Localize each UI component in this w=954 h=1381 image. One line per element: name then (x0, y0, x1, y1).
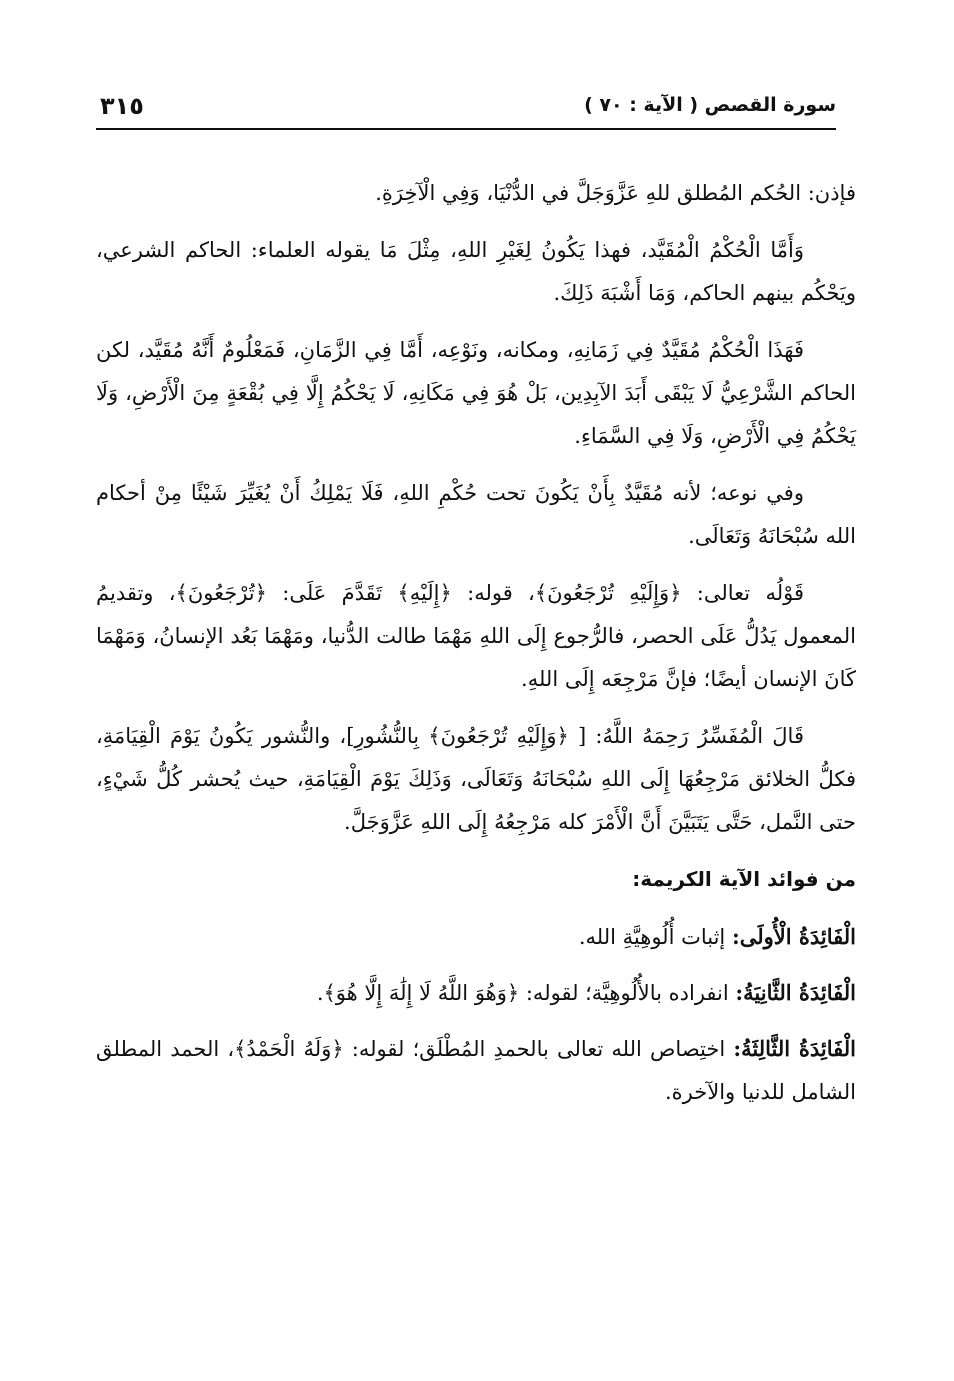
page-number: ٣١٥ (100, 92, 144, 120)
paragraph: فَهَذَا الْحُكْمُ مُقَيَّدٌ فِي زَمَانِهِ، ومكانه، ونَوْعِه، أَمَّا فِي الزَّمَانِ، فَمَعْلُومٌ أَنَّهُ مُقَيَّد، لكن الحاكم الشَّرْعِيُّ لَا يَبْقَى أَبَدَ الآبِدِين، بَلْ هُوَ فِي مَكَانِهِ، لَا يَحْكُمُ إِلَّا فِي بُقْعَةٍ مِنَ الْأَرْضِ، وَلَا يَحْكُمُ فِي الْأَرْضِ، وَلَا فِي السَّمَاءِ. (96, 338, 856, 448)
benefit-item (96, 915, 856, 959)
benefit-text: اختِصاص الله تعالى بالحمدِ المُطْلَق؛ لقوله: ﴿وَلَهُ الْحَمْدُ﴾، الحمد المطلق الشامل للدنيا والآخرة. (96, 1037, 856, 1104)
benefit-label: الْفَائِدَةُ الثَّالِثَةُ: (733, 1036, 856, 1061)
section-heading: من فوائد الآية الكريمة: (632, 867, 856, 891)
running-title: سورة القصص ( الآية : ٧٠ ) (584, 94, 836, 116)
paragraph: وفي نوعه؛ لأنه مُقَيَّدٌ بِأَنْ يَكُونَ تحت حُكْمِ اللهِ، فَلَا يَمْلِكُ أَنْ يُغَيِّرَ شَيْئًا مِنْ أحكام الله سُبْحَانَهُ وَتَعَالَى. (96, 481, 856, 548)
page-header (96, 88, 836, 130)
paragraph: فإذن: الحُكم المُطلق للهِ عَزَّوَجَلَّ في الدُّنْيَا، وَفِي الْآخِرَةِ. (375, 181, 856, 205)
benefit-text: إثبات أُلُوهِيَّةِ الله. (578, 925, 726, 949)
benefit-item (96, 1027, 856, 1114)
paragraph: قَالَ الْمُفَسِّرُ رَحِمَهُ اللَّهُ: [ ﴿وَإِلَيْهِ تُرْجَعُونَ﴾ بِالنُّشُورِ]، والنُّشور يَكُونُ يَوْمَ الْقِيَامَةِ، فكلُّ الخلائق مَرْجِعُهَا إِلَى اللهِ سُبْحَانَهُ وَتَعَالَى، وَذَلِكَ يَوْمَ الْقِيَامَةِ، حيث يُحشر كُلُّ شَيْءٍ، حتى النَّمل، حَتَّى يَتَبَيَّنَ أَنَّ الْأَمْرَ كله مَرْجِعُهُ إِلَى اللهِ عَزَّوَجَلَّ. (96, 724, 856, 834)
benefit-item (96, 971, 856, 1015)
benefit-label: الْفَائِدَةُ الْأُولَى: (731, 924, 856, 949)
benefit-text: انفراده بالأُلُوهِيَّة؛ لقوله: ﴿وَهُوَ اللَّهُ لَا إِلَٰهَ إِلَّا هُوَ﴾. (316, 981, 729, 1005)
benefit-label: الْفَائِدَةُ الثَّانِيَةُ: (735, 980, 856, 1005)
paragraph: وَأَمَّا الْحُكْمُ الْمُقَيَّد، فهذا يَكُونُ لِغَيْرِ اللهِ، مِثْلَ مَا يقوله العلماء: الحاكم الشرعي، ويَحْكُم بينهم الحاكم، وَمَا أَشْبَهَ ذَلِكَ. (96, 238, 856, 305)
page-body (96, 172, 856, 1126)
paragraph: قَوْلُه تعالى: ﴿وَإِلَيْهِ تُرْجَعُونَ﴾، قوله: ﴿إِلَيْهِ﴾ تَقَدَّمَ عَلَى: ﴿تُرْجَعُونَ﴾، وتقديمُ المعمول يَدُلُّ عَلَى الحصر، فالرُّجوع إِلَى اللهِ مَهْمَا طالت الدُّنيا، ومَهْمَا بَعُد الإنسانُ، وَمَهْمَا كَانَ الإنسان أيضًا؛ فإنَّ مَرْجِعَه إِلَى اللهِ. (96, 581, 856, 691)
